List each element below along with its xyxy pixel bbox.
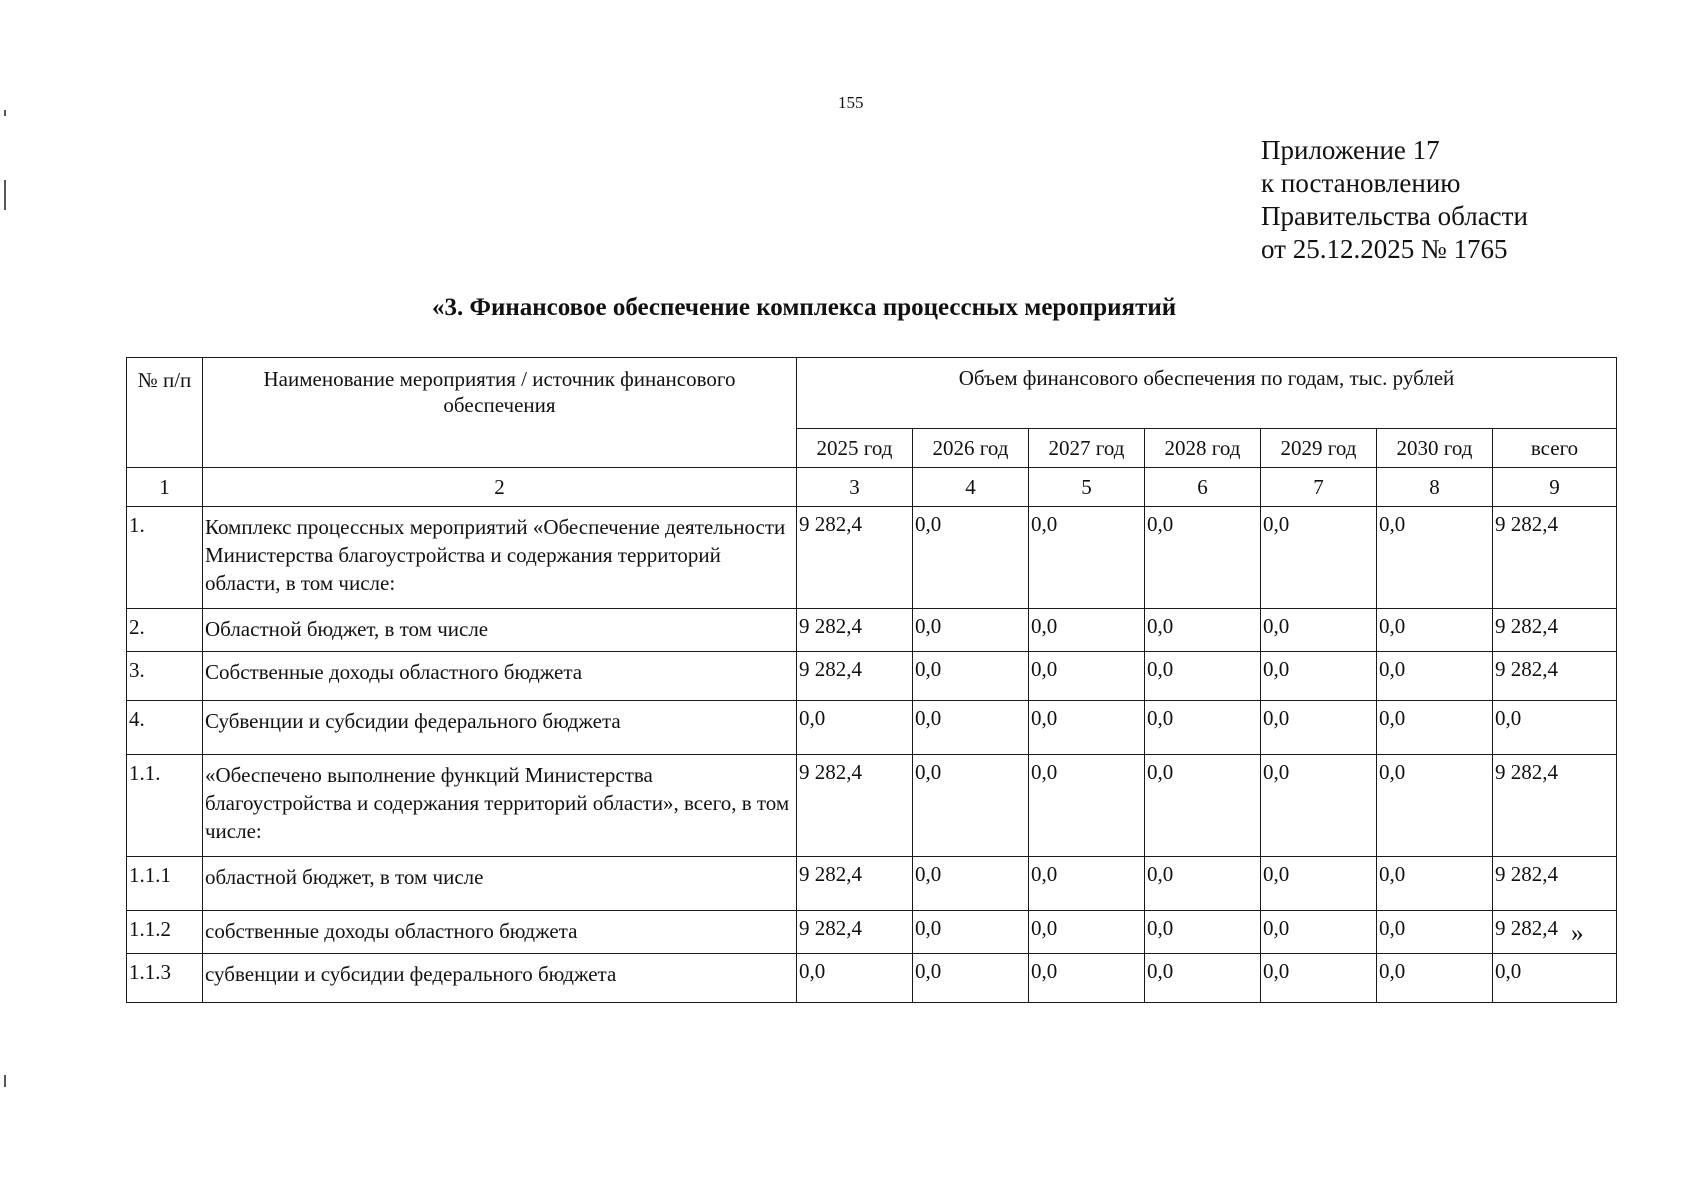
row-total: 0,0 (1493, 954, 1617, 1003)
row-number: 1.1.2 (127, 911, 203, 954)
row-value: 0,0 (913, 954, 1029, 1003)
row-name: Собственные доходы областного бюджета (203, 652, 797, 701)
row-value: 0,0 (1261, 911, 1377, 954)
header-year: 2030 год (1377, 429, 1493, 468)
row-total: 9 282,4 (1493, 911, 1617, 954)
table-row (127, 911, 1617, 954)
row-value: 0,0 (1145, 954, 1261, 1003)
row-value: 0,0 (913, 507, 1029, 609)
row-value: 0,0 (1377, 609, 1493, 652)
table-row (127, 857, 1617, 911)
scan-margin-mark (4, 110, 6, 116)
row-value: 9 282,4 (797, 755, 913, 857)
appendix-line: от 25.12.2025 № 1765 (1261, 234, 1508, 264)
row-value: 0,0 (913, 652, 1029, 701)
row-total: 9 282,4 (1493, 857, 1617, 911)
scan-margin-mark (4, 1075, 6, 1087)
table-index-row (127, 468, 1617, 507)
row-value: 0,0 (913, 857, 1029, 911)
header-number: № п/п (127, 358, 203, 468)
row-value: 0,0 (1029, 755, 1145, 857)
row-value: 0,0 (1029, 652, 1145, 701)
row-value: 0,0 (1145, 755, 1261, 857)
row-value: 0,0 (1377, 652, 1493, 701)
row-value: 0,0 (1145, 701, 1261, 755)
row-value: 0,0 (1029, 609, 1145, 652)
row-number: 1.1.3 (127, 954, 203, 1003)
document-title: «3. Финансовое обеспечение комплекса процессных мероприятий (432, 294, 1177, 321)
scan-margin-mark (4, 180, 6, 210)
row-number: 1.1.1 (127, 857, 203, 911)
row-value: 0,0 (913, 609, 1029, 652)
header-year: 2025 год (797, 429, 913, 468)
table-row (127, 652, 1617, 701)
table-row (127, 609, 1617, 652)
row-value: 0,0 (1029, 954, 1145, 1003)
row-total: 9 282,4 (1493, 652, 1617, 701)
row-value: 9 282,4 (797, 652, 913, 701)
row-name: Комплекс процессных мероприятий «Обеспечение деятельности Министерства благоустройства и содержания территорий области, в том числе: (203, 507, 797, 609)
financing-table (126, 357, 1617, 1003)
row-number: 4. (127, 701, 203, 755)
column-index: 5 (1029, 468, 1145, 507)
column-index: 2 (203, 468, 797, 507)
appendix-block (1261, 134, 1528, 266)
page-number: 155 (838, 93, 864, 112)
row-total: 9 282,4 (1493, 507, 1617, 609)
appendix-line: Приложение 17 (1261, 135, 1440, 165)
row-value: 0,0 (1377, 755, 1493, 857)
row-name: субвенции и субсидии федерального бюджета (203, 954, 797, 1003)
row-number: 1. (127, 507, 203, 609)
row-value: 0,0 (1377, 911, 1493, 954)
header-year: 2026 год (913, 429, 1029, 468)
row-value: 0,0 (1145, 652, 1261, 701)
header-volume: Объем финансового обеспечения по годам, тыс. рублей (797, 358, 1617, 429)
row-value: 0,0 (1029, 911, 1145, 954)
header-name: Наименование мероприятия / источник финансового обеспечения (203, 358, 797, 468)
row-value: 0,0 (1377, 507, 1493, 609)
row-value: 0,0 (797, 954, 913, 1003)
row-value: 0,0 (1261, 609, 1377, 652)
column-index: 6 (1145, 468, 1261, 507)
row-value: 9 282,4 (797, 857, 913, 911)
row-value: 0,0 (1145, 609, 1261, 652)
row-name: собственные доходы областного бюджета (203, 911, 797, 954)
row-number: 3. (127, 652, 203, 701)
row-value: 0,0 (1261, 755, 1377, 857)
row-name: Субвенции и субсидии федерального бюджета (203, 701, 797, 755)
row-number: 2. (127, 609, 203, 652)
row-total: 9 282,4 (1493, 755, 1617, 857)
row-value: 0,0 (913, 701, 1029, 755)
row-value: 9 282,4 (797, 507, 913, 609)
row-value: 0,0 (1029, 857, 1145, 911)
row-value: 0,0 (1029, 701, 1145, 755)
row-value: 0,0 (1145, 857, 1261, 911)
table-row (127, 755, 1617, 857)
row-value: 0,0 (1145, 911, 1261, 954)
row-name: Областной бюджет, в том числе (203, 609, 797, 652)
row-value: 0,0 (1377, 701, 1493, 755)
row-value: 0,0 (1261, 857, 1377, 911)
column-index: 3 (797, 468, 913, 507)
row-value: 0,0 (913, 911, 1029, 954)
header-year: 2027 год (1029, 429, 1145, 468)
header-year: 2029 год (1261, 429, 1377, 468)
row-total: 0,0 (1493, 701, 1617, 755)
row-value: 0,0 (1261, 701, 1377, 755)
row-value: 0,0 (1261, 507, 1377, 609)
row-number: 1.1. (127, 755, 203, 857)
column-index: 1 (127, 468, 203, 507)
row-value: 0,0 (913, 755, 1029, 857)
table-row (127, 507, 1617, 609)
row-value: 0,0 (1377, 857, 1493, 911)
row-name: областной бюджет, в том числе (203, 857, 797, 911)
row-value: 0,0 (1261, 954, 1377, 1003)
table-header-row (127, 358, 1617, 429)
column-index: 4 (913, 468, 1029, 507)
column-index: 8 (1377, 468, 1493, 507)
row-total: 9 282,4 (1493, 609, 1617, 652)
row-value: 9 282,4 (797, 911, 913, 954)
column-index: 7 (1261, 468, 1377, 507)
appendix-line: Правительства области (1261, 201, 1528, 231)
row-value: 0,0 (1145, 507, 1261, 609)
row-value: 9 282,4 (797, 609, 913, 652)
table-row (127, 701, 1617, 755)
appendix-line: к постановлению (1261, 168, 1461, 198)
column-index: 9 (1493, 468, 1617, 507)
table-row (127, 954, 1617, 1003)
row-value: 0,0 (1377, 954, 1493, 1003)
row-value: 0,0 (1029, 507, 1145, 609)
row-value: 0,0 (1261, 652, 1377, 701)
closing-quote: » (1571, 920, 1584, 947)
row-value: 0,0 (797, 701, 913, 755)
row-name: «Обеспечено выполнение функций Министерства благоустройства и содержания территорий области», всего, в том числе: (203, 755, 797, 857)
header-year: 2028 год (1145, 429, 1261, 468)
header-total: всего (1493, 429, 1617, 468)
